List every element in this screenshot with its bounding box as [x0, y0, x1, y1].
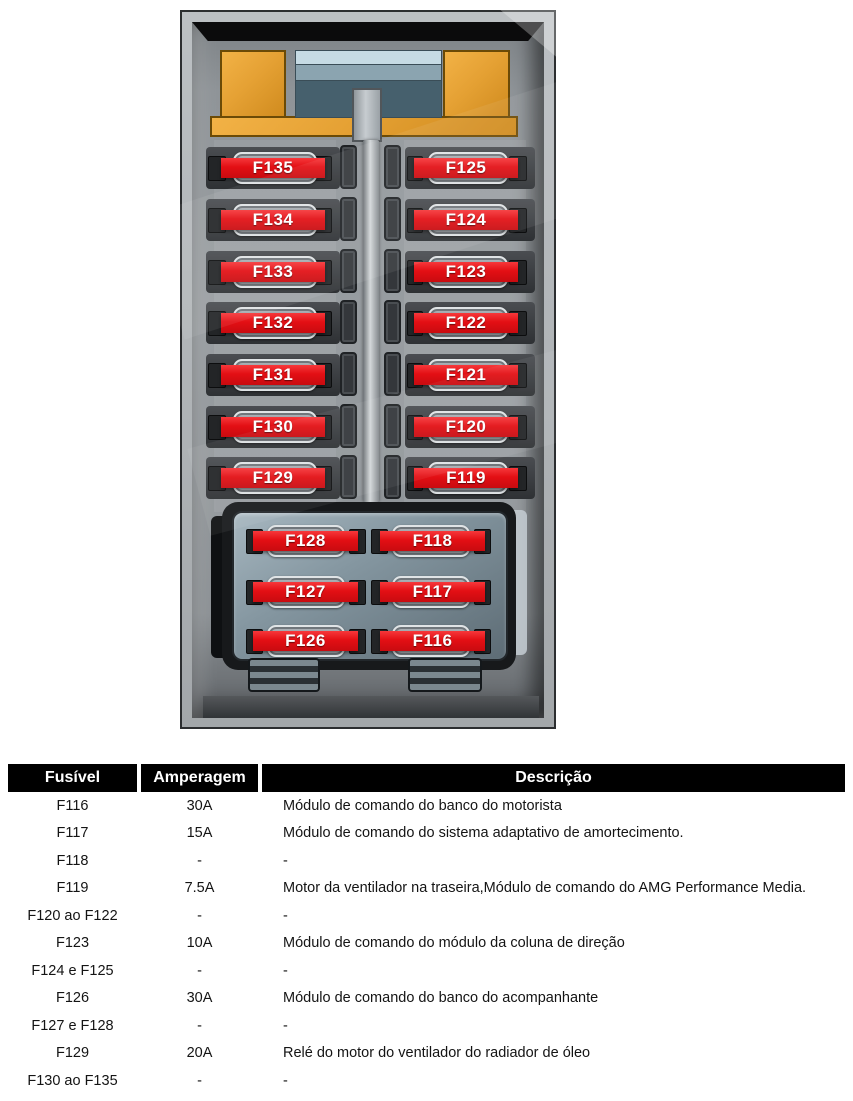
fuse-cell: F129: [55, 1045, 90, 1062]
fuse-label-text: F122: [445, 313, 487, 332]
fuse-cell: F116: [56, 797, 89, 814]
desc-cell: Relé do motor do ventilador do radiador de óleo: [283, 1045, 591, 1062]
fuse-F134: [206, 199, 340, 241]
desc-cell: -: [283, 1072, 288, 1089]
gold-bracket-left: [220, 50, 286, 122]
empty-slot: [384, 145, 401, 189]
desc-cell: -: [283, 907, 288, 924]
table-row: [8, 820, 845, 848]
connector-block-middle: [295, 64, 442, 81]
fuse-label-text: F131: [252, 365, 294, 384]
table-row: [8, 1012, 845, 1040]
fuse-label-text: F125: [445, 158, 487, 177]
table-row: [8, 985, 845, 1013]
amp-cell: 10A: [186, 935, 213, 952]
empty-slot: [384, 404, 401, 448]
fuse-label-text: F135: [252, 158, 294, 177]
table-row: [8, 930, 845, 958]
fuse-cell: F118: [56, 852, 89, 869]
table-row: [8, 1067, 845, 1095]
fuse-table: [8, 764, 845, 1095]
fuse-F126: [246, 620, 366, 662]
latch-clip-right: [408, 658, 482, 692]
amp-cell: 20A: [186, 1045, 213, 1062]
amp-cell: 7.5A: [184, 880, 215, 897]
fuse-label: [414, 262, 518, 282]
fuse-label: [414, 417, 518, 437]
table-row: [8, 902, 845, 930]
fuse-label-text: F117: [412, 582, 453, 601]
fuse-F129: [206, 457, 340, 499]
empty-slot: [340, 300, 357, 344]
fuse-label-text: F118: [412, 531, 453, 550]
fuse-F118: [371, 520, 491, 562]
desc-cell: -: [283, 1017, 288, 1034]
center-tab: [352, 88, 382, 142]
fuse-label: [414, 365, 518, 385]
fusebox-bottom-band: [203, 696, 539, 718]
fuse-F120: [405, 406, 535, 448]
header-fusivel: Fusível: [8, 764, 137, 792]
desc-cell: Módulo de comando do banco do motorista: [283, 797, 562, 814]
fuse-label: [414, 210, 518, 230]
amp-cell: -: [197, 1017, 202, 1034]
fuse-label: [380, 631, 485, 651]
fuse-label: [221, 468, 325, 488]
fuse-cell: F127 e F128: [31, 1017, 114, 1034]
fuse-F127: [246, 571, 366, 613]
fuse-label: [221, 313, 325, 333]
fuse-label-text: F133: [252, 262, 294, 281]
connector-block-top: [295, 50, 442, 65]
desc-cell: Módulo de comando do módulo da coluna de direção: [283, 935, 625, 952]
table-row: [8, 1040, 845, 1068]
empty-slot: [384, 352, 401, 396]
empty-slot: [340, 352, 357, 396]
fuse-cell: F117: [56, 825, 89, 842]
fuse-label: [253, 631, 358, 651]
fuse-label-text: F120: [445, 417, 487, 436]
fuse-label-text: F119: [446, 468, 486, 487]
fuse-label-text: F126: [285, 631, 326, 650]
fuse-label: [221, 365, 325, 385]
fuse-F119: [405, 457, 535, 499]
fuse-cell: F124 e F125: [31, 962, 114, 979]
empty-slot: [340, 197, 357, 241]
desc-cell: -: [283, 962, 288, 979]
fuse-F125: [405, 147, 535, 189]
fusebox-top-band: [192, 22, 544, 41]
fuse-cell: F119: [56, 880, 89, 897]
fuse-label-text: F130: [252, 417, 294, 436]
gold-bracket-right: [443, 50, 510, 122]
fuse-F131: [206, 354, 340, 396]
table-row: [8, 875, 845, 903]
fuse-F116: [371, 620, 491, 662]
fuse-F121: [405, 354, 535, 396]
fuse-label-text: F128: [285, 531, 326, 550]
empty-slot: [340, 145, 357, 189]
amp-cell: -: [197, 1072, 202, 1089]
fuse-F117: [371, 571, 491, 613]
desc-cell: Motor da ventilador na traseira,Módulo de comando do AMG Performance Media.: [283, 880, 807, 897]
fuse-cell: F120 ao F122: [27, 907, 118, 924]
latch-clip-left: [248, 658, 320, 692]
empty-slot: [384, 249, 401, 293]
empty-slot: [384, 455, 401, 499]
fuse-label: [221, 210, 325, 230]
desc-cell: -: [283, 852, 288, 869]
fuse-label: [253, 531, 358, 551]
table-row: [8, 957, 845, 985]
fuse-F124: [405, 199, 535, 241]
fuse-label: [414, 468, 518, 488]
desc-cell: Módulo de comando do sistema adaptativo de amortecimento.: [283, 825, 684, 842]
empty-slot: [340, 249, 357, 293]
empty-slot: [340, 455, 357, 499]
fuse-label: [414, 313, 518, 333]
amp-cell: -: [197, 907, 202, 924]
fuse-label: [221, 158, 325, 178]
center-rail: [363, 140, 379, 502]
empty-slot: [384, 300, 401, 344]
fuse-F132: [206, 302, 340, 344]
table-row: [8, 847, 845, 875]
fuse-cell: F130 ao F135: [27, 1072, 118, 1089]
fuse-label-text: F127: [285, 582, 326, 601]
fuse-label-text: F121: [445, 365, 487, 384]
fuse-F130: [206, 406, 340, 448]
amp-cell: 30A: [186, 797, 213, 814]
fuse-F122: [405, 302, 535, 344]
amp-cell: -: [197, 852, 202, 869]
fuse-label: [221, 262, 325, 282]
fuse-label-text: F116: [412, 631, 453, 650]
table-row: [8, 792, 845, 820]
empty-slot: [340, 404, 357, 448]
fuse-F128: [246, 520, 366, 562]
fuse-label-text: F123: [445, 262, 487, 281]
amp-cell: 15A: [186, 825, 213, 842]
fuse-label-text: F132: [252, 313, 294, 332]
fuse-label-text: F134: [252, 210, 294, 229]
fuse-label: [380, 582, 485, 602]
fuse-F135: [206, 147, 340, 189]
amp-cell: 30A: [186, 990, 213, 1007]
desc-cell: Módulo de comando do banco do acompanhante: [283, 990, 599, 1007]
fuse-label-text: F129: [252, 468, 294, 487]
empty-slot: [384, 197, 401, 241]
fuse-cell: F126: [55, 990, 90, 1007]
fuse-label-text: F124: [445, 210, 487, 229]
fuse-table-body: [8, 792, 845, 1095]
fuse-cell: F123: [55, 935, 90, 952]
header-amperagem: Amperagem: [141, 764, 258, 792]
amp-cell: -: [197, 962, 202, 979]
fuse-label: [380, 531, 485, 551]
fuse-label: [253, 582, 358, 602]
fuse-F123: [405, 251, 535, 293]
header-descricao: Descrição: [262, 764, 845, 792]
fuse-label: [414, 158, 518, 178]
fuse-label: [221, 417, 325, 437]
fuse-table-header: [8, 764, 845, 792]
fuse-F133: [206, 251, 340, 293]
